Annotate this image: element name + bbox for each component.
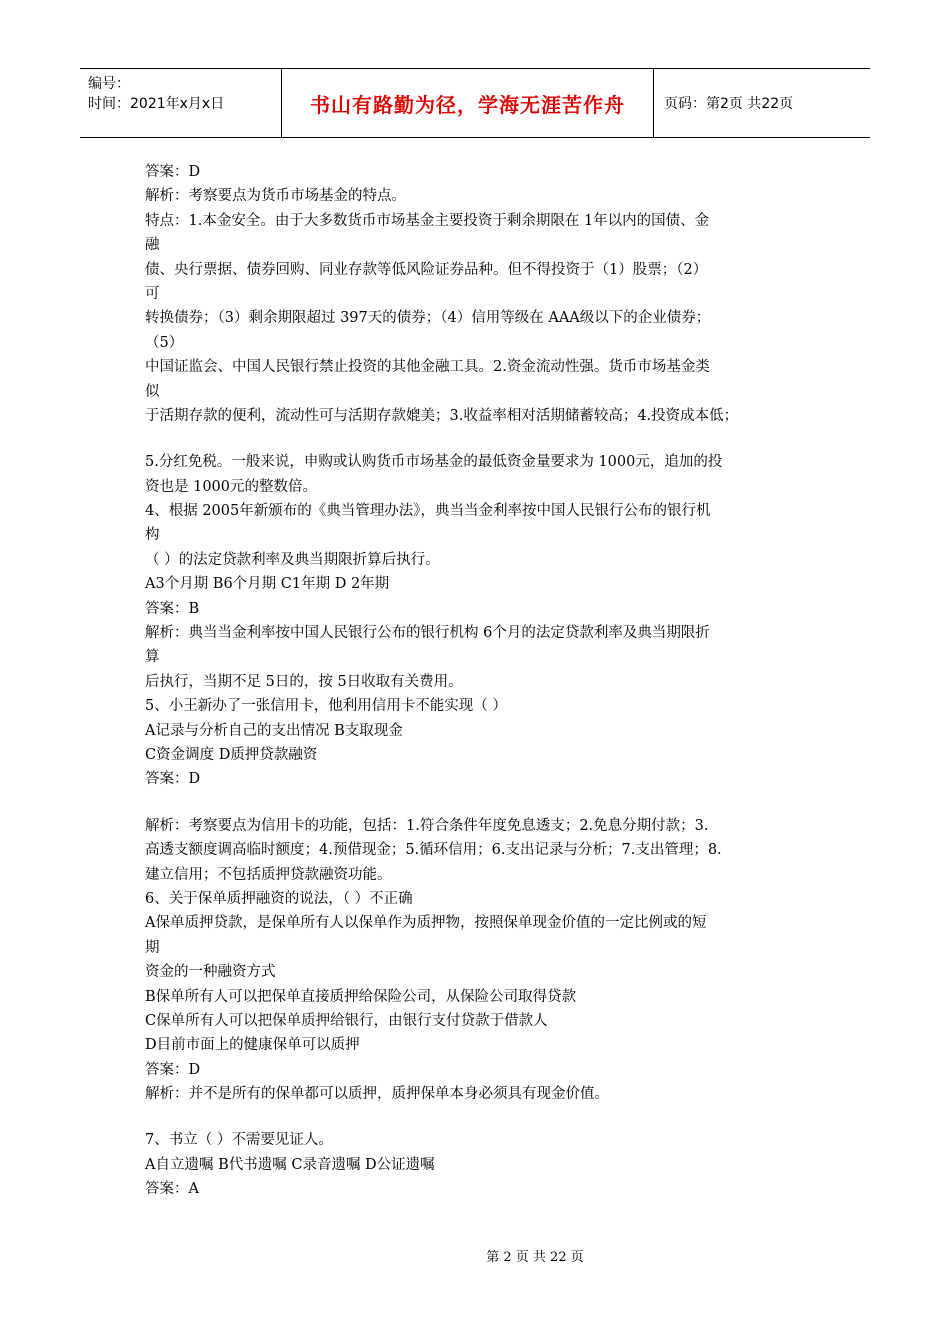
text-line: 答案：D [145, 164, 201, 180]
text-line: A自立遗嘱 B代书遗嘱 C录音遗嘱 D公证遗嘱 [145, 1156, 435, 1173]
header-time-label: 时间：2021年x月x日 [88, 96, 225, 112]
text-line: C资金调度 D质押贷款融资 [145, 746, 318, 763]
header-page-info-cell [654, 69, 870, 137]
document-body [145, 160, 825, 1202]
text-line: 债、央行票据、债券回购、同业存款等低风险证券品种。但不得投资于（1）股票；（2） [145, 261, 708, 278]
header-page-info: 页码：第2页 共22页 [664, 96, 794, 112]
text-line: 高透支额度调高临时额度；4.预借现金；5.循环信用；6.支出记录与分析；7.支出管理；8. [145, 842, 722, 859]
text-line: 5.分红免税。一般来说，申购或认购货币市场基金的最低资金量要求为 1000元，追加的投 [145, 454, 723, 471]
text-line: A3个月期 B6个月期 C1年期 D 2年期 [145, 576, 390, 593]
text-line: 答案：B [145, 600, 200, 617]
text-line: 答案：A [145, 1181, 199, 1198]
page-header [80, 68, 870, 138]
text-line: A保单质押贷款，是保单所有人以保单作为质押物，按照保单现金价值的一定比例或的短 [145, 915, 707, 932]
footer-page-number: 第 2 页 共 22 页 [486, 1250, 584, 1265]
text-line: 7、书立（ ）不需要见证人。 [145, 1132, 333, 1149]
header-motto: 书山有路勤为径，学海无涯苦作舟 [310, 92, 625, 117]
text-line: 可 [145, 285, 160, 302]
text-line: （ ）的法定贷款利率及典当期限折算后执行。 [145, 551, 440, 568]
text-line: 答案：D [145, 1061, 201, 1078]
header-meta [80, 69, 280, 137]
text-line: 中国证监会、中国人民银行禁止投资的其他金融工具。2.资金流动性强。货币市场基金类 [145, 359, 710, 376]
text-line: 转换债券；（3）剩余期限超过 397天的债券；（4）信用等级在 AAA级以下的企业债券； [145, 310, 711, 327]
text-line: 解析：并不是所有的保单都可以质押，质押保单本身必须具有现金价值。 [145, 1086, 609, 1103]
text-line: 解析：典当当金利率按中国人民银行公布的银行机构 6个月的法定贷款利率及典当期限折 [145, 625, 710, 642]
paragraph-gap [145, 792, 825, 814]
text-line: 构 [145, 527, 160, 544]
text-line: 算 [145, 649, 160, 666]
header-motto-cell [281, 69, 654, 137]
text-line: 融 [145, 237, 160, 254]
text-line: 解析：考察要点为信用卡的功能，包括：1.符合条件年度免息透支；2.免息分期付款；3. [145, 817, 709, 834]
page-footer [0, 1246, 950, 1265]
text-line: 建立信用；不包括质押贷款融资功能。 [145, 866, 392, 883]
text-line: 4、根据 2005年新颁布的《典当管理办法》，典当当金利率按中国人民银行公布的银行机 [145, 503, 711, 520]
text-line: 解析：考察要点为货币市场基金的特点。 [145, 188, 406, 205]
text-line: 资金的一种融资方式 [145, 964, 276, 981]
text-line: 5、小王新办了一张信用卡，他利用信用卡不能实现（ ） [145, 698, 507, 715]
paragraph-gap [145, 1106, 825, 1128]
text-line: 期 [145, 939, 160, 956]
text-line: 于活期存款的便利，流动性可与活期存款媲美；3.收益率相对活期储蓄较高；4.投资成本低； [145, 407, 739, 424]
paragraph-gap [145, 428, 825, 450]
text-line: A记录与分析自己的支出情况 B支取现金 [145, 722, 403, 739]
text-line: 6、关于保单质押融资的说法，（ ）不正确 [145, 890, 413, 907]
text-line: D目前市面上的健康保单可以质押 [145, 1037, 360, 1054]
text-line: 似 [145, 383, 160, 400]
header-number-label: 编号： [88, 76, 130, 92]
text-line: C保单所有人可以把保单质押给银行，由银行支付贷款于借款人 [145, 1012, 548, 1029]
text-line: 答案：D [145, 771, 201, 788]
text-line: 后执行，当期不足 5日的，按 5日收取有关费用。 [145, 673, 463, 690]
text-line: B保单所有人可以把保单直接质押给保险公司，从保险公司取得贷款 [145, 988, 577, 1005]
text-line: 资也是 1000元的整数倍。 [145, 478, 318, 495]
text-line: 特点：1.本金安全。由于大多数货币市场基金主要投资于剩余期限在 1年以内的国债、金 [145, 212, 710, 229]
text-line: （5） [145, 334, 184, 351]
